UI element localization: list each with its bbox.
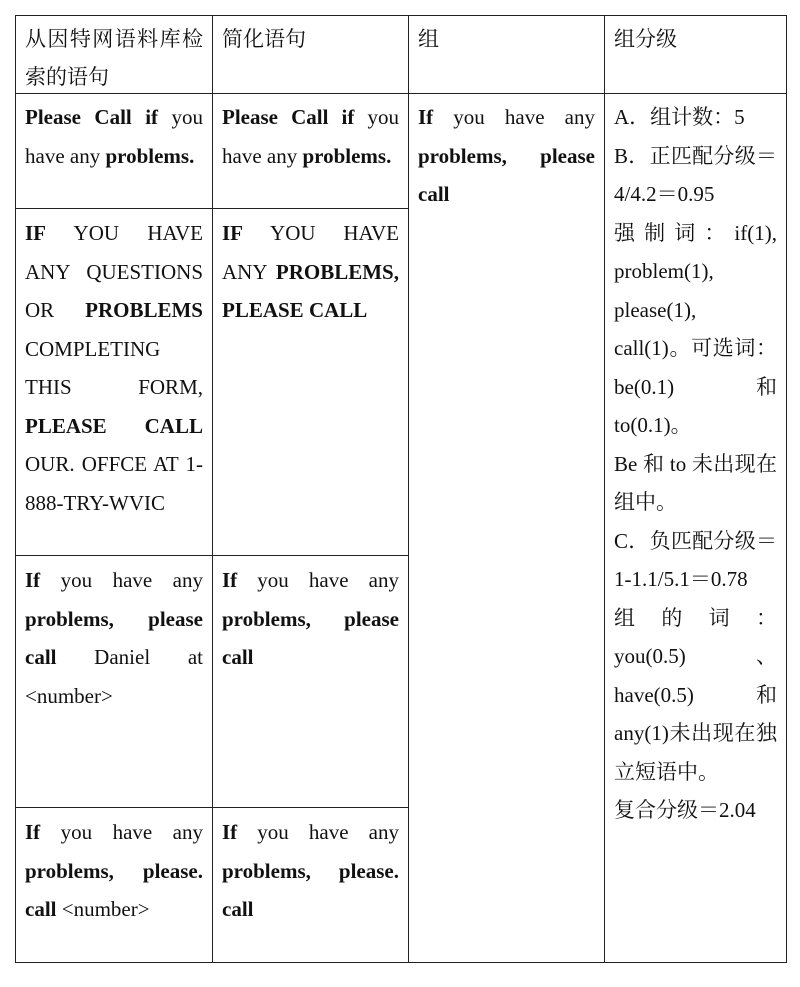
keyword-text: If bbox=[222, 820, 238, 844]
keyword-text: If bbox=[25, 820, 41, 844]
plain-text: Daniel at <number> bbox=[25, 645, 203, 708]
keyword-text: If bbox=[418, 105, 434, 129]
keyword-text: Please Call if bbox=[25, 105, 159, 129]
plain-text: you have any bbox=[40, 820, 203, 844]
header-group-score: 组分级 bbox=[614, 27, 677, 51]
row-3-simplified bbox=[213, 561, 408, 677]
score-count-line: A．组计数：5 bbox=[614, 105, 745, 129]
keyword-text: problems, please call bbox=[25, 606, 203, 669]
keyword-text: problems. bbox=[105, 143, 195, 168]
keyword-text: PROBLEMS bbox=[85, 298, 203, 322]
group-phrase bbox=[409, 98, 604, 214]
score-composite-line: 复合分级＝2.04 bbox=[614, 798, 756, 822]
keyword-text: IF bbox=[25, 221, 46, 245]
row-4-original bbox=[16, 813, 212, 929]
group-score-details bbox=[605, 98, 786, 830]
plain-text: you have any bbox=[433, 105, 595, 129]
score-positive-line: B．正匹配分级＝4/4.2＝0.95 bbox=[614, 143, 777, 206]
header-group: 组 bbox=[418, 27, 439, 51]
keyword-text: problems, please call bbox=[222, 606, 399, 669]
keyword-text: problems, please. call bbox=[25, 858, 203, 921]
table-border-bottom bbox=[15, 962, 787, 963]
score-note-line: Be 和 to 未出现在组中。 bbox=[614, 451, 777, 514]
row-1-original bbox=[16, 98, 212, 175]
header-simplified-sentence: 简化语句 bbox=[222, 27, 306, 51]
plain-text: YOU HAVE ANY QUESTIONS OR bbox=[25, 221, 203, 322]
plain-text: you have any bbox=[25, 105, 203, 168]
plain-text: you have any bbox=[222, 105, 400, 168]
score-missing-words-line: 组的词：you(0.5)、have(0.5) 和 any(1)未出现在独立短语中。 bbox=[614, 605, 777, 784]
header-original-sentence: 从因特网语料库检索的语句 bbox=[25, 27, 203, 89]
plain-text: <number> bbox=[56, 897, 150, 921]
keyword-text: Please Call if bbox=[222, 105, 355, 129]
keyword-text: problems, please. call bbox=[222, 858, 399, 921]
keyword-text: problems, please call bbox=[418, 143, 595, 206]
row-divider-2 bbox=[15, 555, 408, 556]
keyword-text: If bbox=[222, 568, 238, 592]
plain-text: OUR. OFFCE AT 1-888-TRY-WVIC bbox=[25, 452, 203, 515]
score-required-words-line: 强制词：if(1), problem(1), please(1), call(1)。可选词：be(0.1) 和 to(0.1)。 bbox=[614, 220, 777, 437]
keyword-text: PLEASE CALL bbox=[25, 413, 203, 438]
row-2-original bbox=[16, 214, 212, 522]
plain-text: you have any bbox=[237, 820, 399, 844]
row-divider-3 bbox=[15, 807, 408, 808]
plain-text: COMPLETING THIS FORM, bbox=[25, 336, 203, 399]
keyword-text: PROBLEMS, PLEASE CALL bbox=[222, 259, 399, 322]
table-border-right bbox=[786, 15, 787, 963]
row-4-simplified bbox=[213, 813, 408, 929]
scoring-table bbox=[15, 15, 787, 963]
plain-text: you have any bbox=[40, 568, 203, 592]
row-divider-1 bbox=[15, 208, 408, 209]
row-1-simplified bbox=[213, 98, 408, 175]
row-3-original bbox=[16, 561, 212, 715]
keyword-text: problems. bbox=[302, 143, 392, 168]
plain-text: YOU HAVE ANY bbox=[222, 221, 399, 284]
keyword-text: IF bbox=[222, 221, 243, 245]
row-2-simplified bbox=[213, 214, 408, 330]
score-negative-line: C．负匹配分级＝1-1.1/5.1＝0.78 bbox=[614, 528, 777, 591]
plain-text: you have any bbox=[237, 568, 399, 592]
keyword-text: If bbox=[25, 568, 41, 592]
